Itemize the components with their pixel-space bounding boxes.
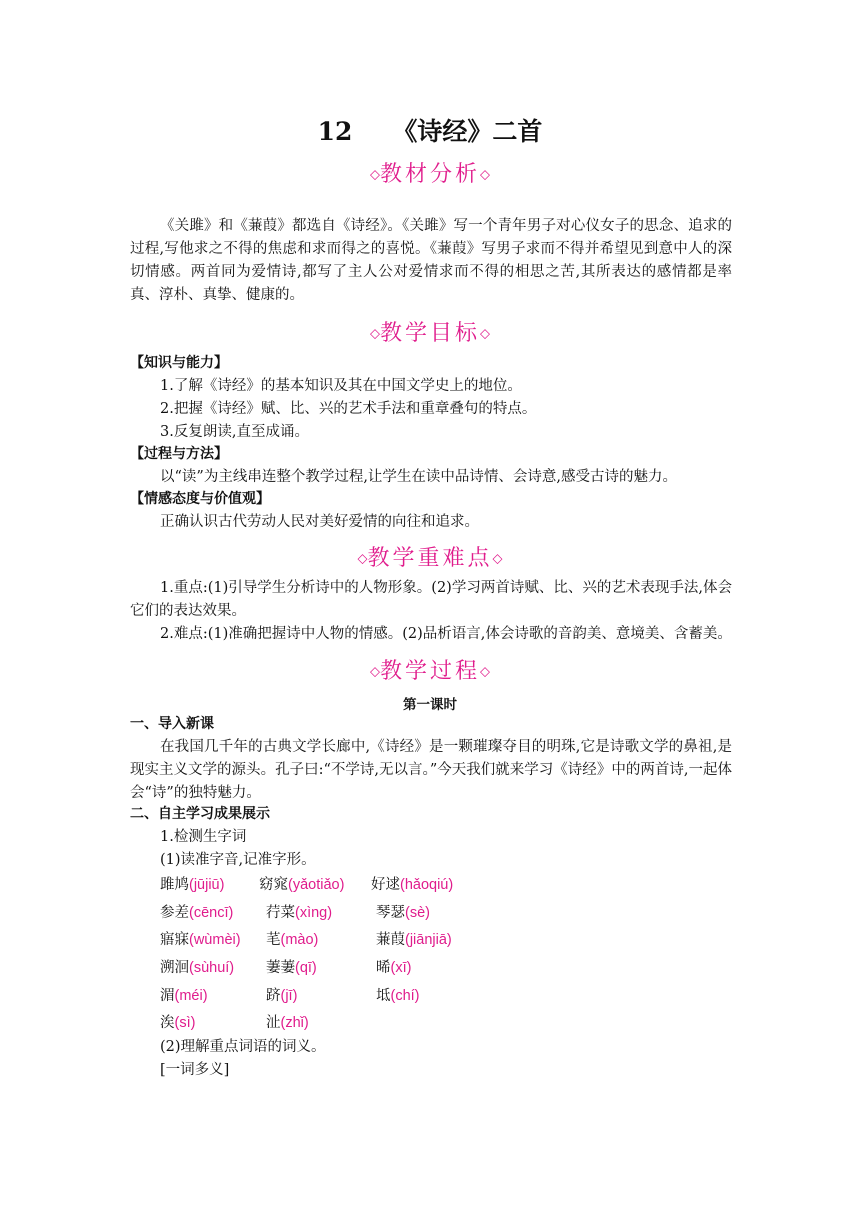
vocab-word: 跻(jī) <box>266 988 298 1004</box>
emotion-heading: 【情感态度与价值观】 <box>130 491 270 507</box>
goal-item: 3.反复朗读,直至成诵。 <box>160 424 309 440</box>
goal-item: 2.把握《诗经》赋、比、兴的艺术手法和重章叠句的特点。 <box>160 401 537 417</box>
diamond-icon: ◇ <box>480 167 490 183</box>
diamond-icon: ◇ <box>492 551 503 567</box>
part2-heading: 二、自主学习成果展示 <box>130 806 270 822</box>
vocab-word: 蒹葭(jiānjiā) <box>376 932 452 948</box>
vocab-word: 窈窕(yǎotiǎo) <box>259 877 345 893</box>
diamond-icon: ◇ <box>369 664 380 680</box>
vocab-word: 寤寐(wùmèi) <box>160 932 241 948</box>
emotion-text: 正确认识古代劳动人民对美好爱情的向往和追求。 <box>160 514 479 530</box>
vocab-word: 坻(chí) <box>376 988 420 1004</box>
section-heading-goals: ◇教学目标◇ <box>369 321 490 346</box>
vocab-word: 溯洄(sùhuí) <box>160 960 235 976</box>
lesson-title <box>0 112 860 148</box>
section-heading-process: ◇教学过程◇ <box>369 659 490 684</box>
item1-label: 1.检测生字词 <box>160 829 247 845</box>
key-point-difficulty: 2.难点:(1)准确把握诗中人物的情感。(2)品析语言,体会诗歌的音韵美、意境美、含蓄美。 <box>160 626 732 642</box>
diamond-icon: ◇ <box>369 326 380 342</box>
process-method-heading: 【过程与方法】 <box>130 446 228 462</box>
vocab-word: 涘(sì) <box>160 1015 196 1031</box>
knowledge-heading: 【知识与能力】 <box>130 355 228 371</box>
goal-item: 1.了解《诗经》的基本知识及其在中国文学史上的地位。 <box>160 378 522 394</box>
analysis-paragraph: 《关雎》和《蒹葭》都选自《诗经》。《关雎》写一个青年男子对心仪女子的思念、追求的过程,写他求之不得的焦虑和求而得之的喜悦。《蒹葭》写男子求而不得并希望见到意中人的深切情感。两首同为爱情诗,都写了主人公对爱情求而不得的相思之苦,其所表达的感情都是率真、淳朴、真挚、健康的。 <box>130 218 732 303</box>
key-point-focus: 1.重点:(1)引导学生分析诗中的人物形象。(2)学习两首诗赋、比、兴的艺术表现手法,体会它们的表达效果。 <box>130 580 732 619</box>
diamond-icon: ◇ <box>480 326 490 342</box>
section-heading-key-points: ◇教学重难点◇ <box>357 546 503 571</box>
part1-paragraph: 在我国几千年的古典文学长廊中,《诗经》是一颗璀璨夺目的明珠,它是诗歌文学的鼻祖,是现实主义文学的源头。孔子曰:“不学诗,无以言。”今天我们就来学习《诗经》中的两首诗,一起体会“诗”的独特魅力。 <box>130 739 732 801</box>
vocab-word: 沚(zhǐ) <box>266 1015 309 1031</box>
vocab-word: 参差(cēncī) <box>160 905 234 921</box>
section-heading-analysis: ◇教材分析◇ <box>369 162 490 187</box>
polysemy-label: [一词多义] <box>160 1062 230 1078</box>
process-method-text: 以“读”为主线串连整个教学过程,让学生在读中品诗情、会诗意,感受古诗的魅力。 <box>160 469 678 485</box>
part1-heading: 一、导入新课 <box>130 716 214 732</box>
vocab-word: 萋萋(qī) <box>266 960 317 976</box>
diamond-icon: ◇ <box>369 167 380 183</box>
vocab-word: 好逑(hǎoqiú) <box>371 877 454 893</box>
item1a-label: (1)读准字音,记准字形。 <box>160 852 316 868</box>
vocab-word: 湄(méi) <box>160 988 208 1004</box>
vocab-word: 芼(mào) <box>266 932 319 948</box>
vocab-word: 晞(xī) <box>376 960 412 976</box>
vocab-word: 荇菜(xìng) <box>266 905 333 921</box>
vocab-word: 琴瑟(sè) <box>376 905 430 921</box>
lesson-name: 《诗经》二首 <box>392 117 543 146</box>
lesson-number: 12 <box>317 117 353 146</box>
period-label: 第一课时 <box>403 697 457 713</box>
vocab-word: 雎鸠(jūjiū) <box>160 877 225 893</box>
diamond-icon: ◇ <box>357 551 368 567</box>
item1b-label: (2)理解重点词语的词义。 <box>160 1039 326 1055</box>
diamond-icon: ◇ <box>480 664 490 680</box>
